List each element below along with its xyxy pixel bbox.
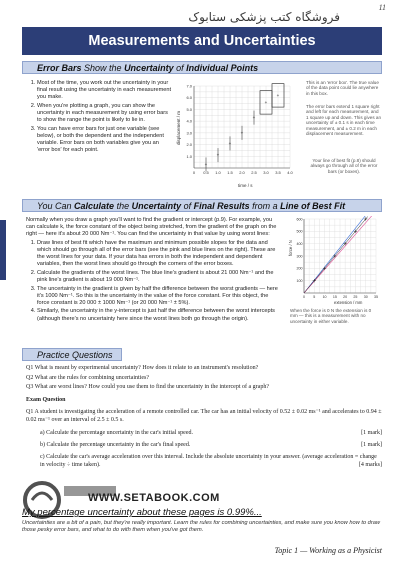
graph2-ylabel: force / N <box>288 240 293 256</box>
x-tick-label: 0 <box>303 295 305 299</box>
section-header-line-of-best-fit <box>22 199 382 212</box>
question: Q2 What are the rules for combining uncertainties? <box>26 374 150 381</box>
practice-questions <box>26 364 382 393</box>
list-item: 3. You can have error bars for just one variable (see below), or both the dependent and the independent variable. Error bars on both variables give you an 'error box' for each point. <box>37 126 171 154</box>
note-error-bars: The error bars extend 1 square right and left for each measurement, and 1 square up and down. This gives an uncertainty of ± 0.1 s in each time measurement, and ± 0.2 m in each displacement measurement. <box>306 104 381 137</box>
list-item: 2. When you're plotting a graph, you can show the uncertainty in each measurement by using error bars to show the range the point is likely to lie in. <box>37 103 171 124</box>
part-text: c) Calculate the car's average acceleration over this interval. Include the absolute uncertainty in your answer. (average acceleration = change in velocity ÷ time taken). <box>40 454 377 469</box>
graph2-xlabel: extension / mm <box>334 300 363 305</box>
list-item: 1. Most of the time, you work out the uncertainty in your final result using the uncertainty in each measurement you make. <box>37 80 171 101</box>
displacement-time-graph <box>172 80 302 190</box>
note-line-of-best-fit: Your line of best fit (p.8) should always go through all of the error bars (or boxes). <box>310 158 378 174</box>
x-tick-label: 25 <box>353 295 358 299</box>
list-item: 3. The uncertainty in the gradient is given by half the difference between the worst gradients — here it's 1000 Nm⁻¹. So this is the uncertainty in the value of the force constant. For this object, the force constant is 20 000 ± 1000 Nm⁻¹ (or 20 000 Nm⁻¹ ± 5%). <box>37 286 281 307</box>
header-part: Show the <box>81 62 125 73</box>
y-tick-label: 2.0 <box>186 142 192 148</box>
data-point: + <box>264 99 268 105</box>
part-text: b) Calculate the percentage uncertainty in the car's final speed. <box>40 441 191 448</box>
exam-question <box>26 396 382 471</box>
part-mark: [1 mark] <box>361 441 382 448</box>
page-footer: Topic 1 — Working as a Physicist <box>274 546 382 555</box>
line-of-best-fit-text <box>26 217 281 324</box>
page-number: 11 <box>378 3 386 12</box>
exam-question-stem: Q1 A student is investigating the acceleration of a remote controlled car. The car has an initial velocity of 0.52 ± 0.02 ms⁻¹ and accelerates to 0.94 ± 0.02 ms⁻¹ over an interval of 2.5 ± 0.5 s. <box>26 409 382 424</box>
header-part: You Can <box>37 200 75 211</box>
part-mark: [4 marks] <box>358 462 382 469</box>
x-tick-label: 10 <box>322 295 327 299</box>
x-tick-label: 30 <box>363 295 368 299</box>
y-tick-label: 5.0 <box>186 106 192 112</box>
x-tick-label: 35 <box>374 295 378 299</box>
data-point: + <box>252 115 256 121</box>
header-part: from a <box>249 200 281 211</box>
note-error-box: This is an 'error box'. The true value of the data point could lie anywhere in this box. <box>306 80 379 96</box>
section-header-practice-questions <box>22 348 122 361</box>
data-point: + <box>276 92 280 98</box>
force-extension-graph <box>286 216 382 306</box>
data-point: + <box>216 152 220 158</box>
header-part: Final Results <box>193 200 250 211</box>
x-tick-label: 20 <box>343 295 348 299</box>
header-part: Uncertainty <box>131 200 182 211</box>
exam-label: Exam Question <box>26 397 66 403</box>
question: Q1 What is meant by experimental uncertainty? How does it relate to an instrument's resolution? <box>26 365 259 371</box>
question: Q3 What are worst lines? How could you use them to find the uncertainty in the intercept of a graph? <box>26 384 269 390</box>
exam-part-c <box>26 453 382 469</box>
header-part: of <box>173 62 187 73</box>
header-part: Error Bars <box>37 62 82 73</box>
header-part: Uncertainty <box>124 62 174 73</box>
side-tab <box>0 220 6 280</box>
header-part: of <box>181 200 194 211</box>
part-mark: [1 mark] <box>361 429 382 436</box>
x-tick-label: 3.5 <box>275 170 281 175</box>
header-part: Individual Points <box>186 62 259 73</box>
header-part: Calculate <box>74 200 115 211</box>
x-tick-label: 2.0 <box>239 170 245 175</box>
bottom-note: Uncertainties are a bit of a pain, but they're really important. Learn the rules for combining uncertainties, and make sure you know how to draw those pesky error bars, and what to do with them when you've got them. <box>22 520 381 533</box>
data-point: + <box>204 161 208 167</box>
exam-part-b <box>26 441 382 449</box>
x-tick-label: 5 <box>313 295 316 299</box>
graph1-ylabel: displacement / m <box>176 110 181 145</box>
x-tick-label: 4.0 <box>287 170 293 175</box>
x-tick-label: 3.0 <box>263 170 269 175</box>
y-tick-label: 600 <box>296 217 303 222</box>
x-tick-label: 0 <box>192 170 196 175</box>
y-tick-label: 3.0 <box>186 130 192 136</box>
graph1-xlabel: time / s <box>238 183 253 188</box>
list-item: 2. Calculate the gradients of the worst lines. The blue line's gradient is about 21 000 Nm⁻¹ and the pink line's gradient is about 19 000 Nm⁻¹. <box>37 270 281 284</box>
header-part: Practice Questions <box>37 349 113 360</box>
y-tick-label: 4.0 <box>186 118 192 124</box>
x-tick-label: 0.5 <box>203 170 209 175</box>
page-title: Measurements and Uncertainties <box>22 27 382 55</box>
bottom-banner: My percentage uncertainty about these pages is 0.99%... <box>22 507 262 518</box>
x-tick-label: 2.5 <box>251 170 257 175</box>
data-point: + <box>240 130 244 136</box>
list-item: 1. Draw lines of best fit which have the maximum and minimum possible slopes for the data and which should go through all of the error bars (see the pink and blue lines on the right). These are the worst lines for your data. If your data has errors in both the independent and dependent variables, then the worst lines should go through the corners of the error boxes. <box>37 240 281 268</box>
part-text: a) Calculate the percentage uncertainty in the car's initial speed. <box>40 429 194 436</box>
y-tick-label: 100 <box>296 279 303 284</box>
y-tick-label: 200 <box>296 266 303 271</box>
y-tick-label: 6.0 <box>186 95 192 101</box>
data-point: + <box>228 140 232 146</box>
y-tick-label: 1.0 <box>186 153 192 159</box>
line-of-best-fit <box>304 217 368 293</box>
x-tick-label: 1.0 <box>215 170 221 175</box>
watermark-store-name: فروشگاه کتب پزشکی ستابوک <box>188 10 340 24</box>
watermark-site: WWW.SETABOOK.COM <box>88 492 220 504</box>
intro-paragraph: Normally when you draw a graph you'll want to find the gradient or intercept (p.9). For example, you can calculate k, the force constant of the object being stretched, from the gradient of the graph on the right — here it's about 20 000 Nm⁻¹. You can find the uncertainty in that value by using worst lines: <box>26 217 277 238</box>
header-part: Line of Best Fit <box>280 200 346 211</box>
y-tick-label: 500 <box>296 229 303 234</box>
header-part: the <box>114 200 132 211</box>
list-item: 4. Similarly, the uncertainty in the y-intercept is just half the difference between the worst intercepts (although there's no uncertainty here since the worst lines both go through the origin). <box>37 308 281 322</box>
x-tick-label: 1.5 <box>227 170 233 175</box>
y-tick-label: 300 <box>296 254 303 259</box>
x-tick-label: 15 <box>332 295 337 299</box>
error-bars-text <box>26 80 171 156</box>
y-tick-label: 400 <box>296 242 303 247</box>
note-origin: When the force is 0 N the extension is 0 mm — this is a measurement with no uncertainty in either variable. <box>290 308 372 324</box>
section-header-error-bars <box>22 61 382 74</box>
y-tick-label: 7.0 <box>186 83 192 89</box>
exam-part-a <box>26 429 382 437</box>
